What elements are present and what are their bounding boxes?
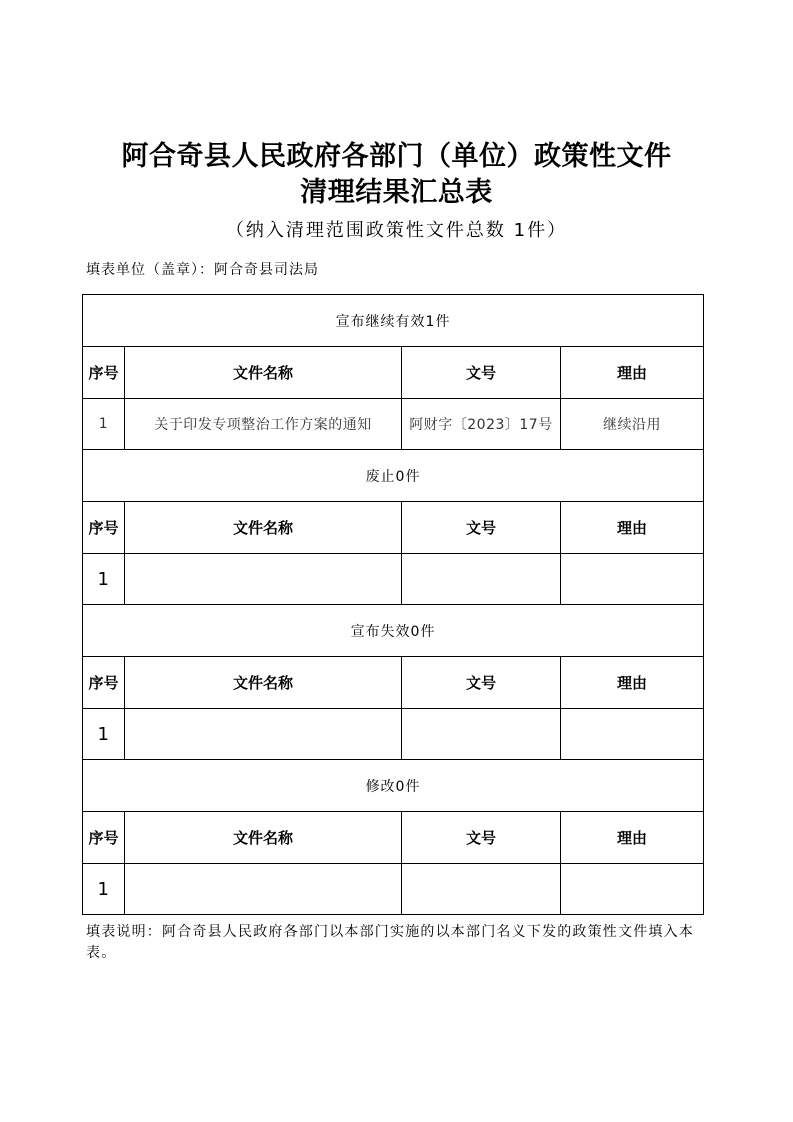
section-title: 宣布继续有效1件 xyxy=(83,295,704,347)
cell-number xyxy=(402,864,561,915)
document-subtitle: （纳入清理范围政策性文件总数 1件） xyxy=(225,220,568,241)
table-row xyxy=(83,554,704,605)
document-title: 阿合奇县人民政府各部门（单位）政策性文件 xyxy=(121,141,672,172)
cell-reason xyxy=(561,709,704,760)
cell-number: 阿财字〔2023〕17号 xyxy=(402,399,561,450)
col-reason-header: 理由 xyxy=(561,502,704,554)
header-row xyxy=(83,812,704,864)
col-index-header: 序号 xyxy=(83,812,125,864)
cell-number xyxy=(402,709,561,760)
table-row xyxy=(83,864,704,915)
col-name-header: 文件名称 xyxy=(125,657,402,709)
header-row xyxy=(83,347,704,399)
col-number-header: 文号 xyxy=(402,347,561,399)
col-reason-header: 理由 xyxy=(561,812,704,864)
cell-index: 1 xyxy=(83,864,125,915)
cell-name: 关于印发专项整治工作方案的通知 xyxy=(125,399,402,450)
cell-reason xyxy=(561,864,704,915)
summary-table xyxy=(82,294,704,915)
table-row xyxy=(83,709,704,760)
col-number-header: 文号 xyxy=(402,812,561,864)
col-name-header: 文件名称 xyxy=(125,812,402,864)
fill-instructions: 填表说明：阿合奇县人民政府各部门以本部门实施的以本部门名义下发的政策性文件填入本表。 xyxy=(86,924,694,961)
table-row xyxy=(83,399,704,450)
col-name-header: 文件名称 xyxy=(125,347,402,399)
cell-index: 1 xyxy=(83,709,125,760)
section-title: 废止0件 xyxy=(83,450,704,502)
col-index-header: 序号 xyxy=(83,502,125,554)
document-title-line2: 清理结果汇总表 xyxy=(300,177,493,208)
cell-name xyxy=(125,709,402,760)
cell-reason xyxy=(561,554,704,605)
col-name-header: 文件名称 xyxy=(125,502,402,554)
cell-index: 1 xyxy=(83,399,125,450)
col-index-header: 序号 xyxy=(83,347,125,399)
section-title: 宣布失效0件 xyxy=(83,605,704,657)
col-number-header: 文号 xyxy=(402,502,561,554)
cell-name xyxy=(125,864,402,915)
cell-number xyxy=(402,554,561,605)
section-row xyxy=(83,760,704,812)
section-title: 修改0件 xyxy=(83,760,704,812)
cell-index: 1 xyxy=(83,554,125,605)
cell-reason: 继续沿用 xyxy=(561,399,704,450)
section-row xyxy=(83,605,704,657)
cell-name xyxy=(125,554,402,605)
col-index-header: 序号 xyxy=(83,657,125,709)
section-row xyxy=(83,450,704,502)
col-reason-header: 理由 xyxy=(561,657,704,709)
filler-unit: 填表单位（盖章）：阿合奇县司法局 xyxy=(86,262,319,278)
col-reason-header: 理由 xyxy=(561,347,704,399)
section-row xyxy=(83,295,704,347)
header-row xyxy=(83,657,704,709)
col-number-header: 文号 xyxy=(402,657,561,709)
header-row xyxy=(83,502,704,554)
